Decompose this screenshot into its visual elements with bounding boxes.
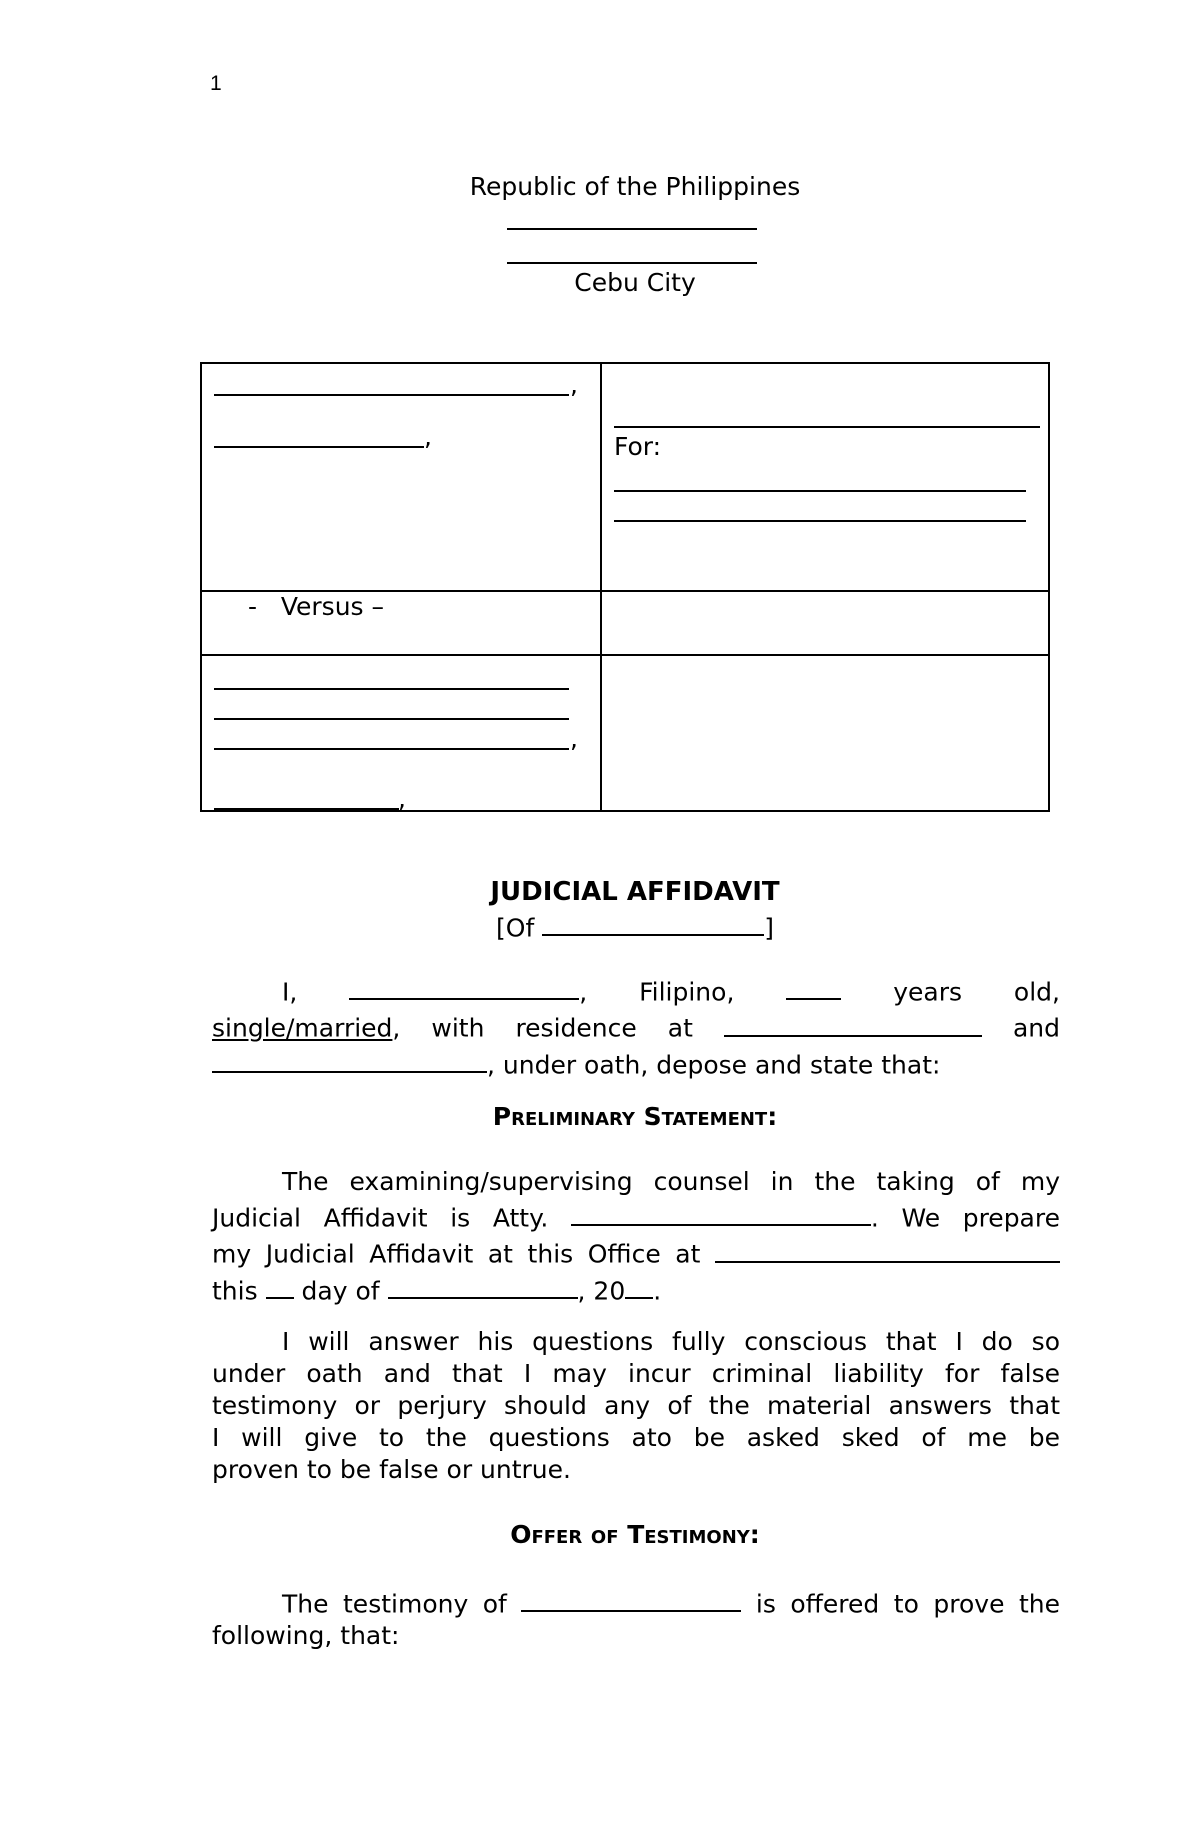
p1-year-prefix: , 20 (577, 1275, 626, 1305)
p2-line-3: testimony or perjury should any of the material answers that (212, 1391, 1060, 1420)
p1-line-3 (212, 1234, 1060, 1270)
day-blank (266, 1271, 294, 1299)
page-number: 1 (210, 72, 222, 95)
of-prefix: [Of (496, 913, 535, 943)
case-nature-blank-2 (614, 498, 1026, 522)
comma: , (424, 422, 432, 451)
age-blank (786, 972, 841, 1000)
p1-period: . (653, 1275, 662, 1305)
offer-line-1 (212, 1584, 1060, 1620)
defendant-name-blank-1 (214, 666, 569, 690)
year-blank (625, 1271, 653, 1299)
p1-office: my Judicial Affidavit at this Office at (212, 1239, 701, 1269)
intro-under-oath: , under oath, depose and state that: (487, 1049, 941, 1079)
p2-line-1: I will answer his questions fully conscious that I do so (282, 1327, 1060, 1356)
office-blank (715, 1234, 1060, 1262)
document-title: JUDICIAL AFFIDAVIT (490, 877, 780, 907)
plaintiff-name-blank (214, 372, 569, 396)
defendant-name-blank-3 (214, 726, 569, 750)
of-suffix: ] (764, 913, 774, 943)
versus-label: - Versus – (248, 592, 385, 621)
offer-paragraph (212, 1584, 1060, 1652)
witness-name-blank (521, 1584, 741, 1612)
caption-divider (600, 364, 602, 810)
p1-day-of: day of (301, 1275, 380, 1305)
p2-line-5: proven to be false or untrue. (212, 1455, 571, 1484)
intro-and: and (1012, 1013, 1061, 1043)
preliminary-heading: Preliminary Statement: (492, 1102, 778, 1131)
name-blank (349, 972, 579, 1000)
preliminary-paragraph-2 (212, 1326, 1060, 1486)
offer-prove: is offered to prove the (755, 1589, 1060, 1619)
court-branch-blank (507, 228, 757, 230)
civil-status: single/married (212, 1013, 393, 1043)
intro-residence: , with residence at (392, 1013, 693, 1043)
header-city: Cebu City (574, 268, 696, 297)
offer-testimony-of: The testimony of (282, 1589, 507, 1619)
intro-filipino: , Filipino, (579, 977, 735, 1007)
p1-line-4 (212, 1271, 1060, 1307)
p1-this: this (212, 1275, 258, 1305)
p1-line-1: The examining/supervising counsel in the taking of my (282, 1167, 1060, 1196)
defendant-role-blank (214, 786, 399, 810)
intro-line-3 (212, 1045, 1060, 1081)
comma: , (398, 784, 406, 813)
case-nature-blank-1 (614, 468, 1026, 492)
affiant-name-blank (542, 908, 764, 936)
intro-years-old: years old, (893, 977, 1060, 1007)
defendant-name-blank-2 (214, 696, 569, 720)
comma: , (570, 370, 578, 399)
intro-line-2 (212, 1008, 1060, 1044)
offer-heading: Offer of Testimony: (510, 1520, 760, 1549)
p1-line-2 (212, 1198, 1060, 1234)
address-blank (212, 1045, 487, 1073)
month-blank (388, 1271, 578, 1299)
intro-line-1 (212, 972, 1060, 1008)
p2-line-4: I will give to the questions ato be asked sked of me be (212, 1423, 1060, 1452)
counsel-name-blank (571, 1198, 871, 1226)
case-caption-table (200, 362, 1050, 812)
caption-row-divider (202, 654, 1048, 656)
intro-paragraph (212, 972, 1060, 1081)
for-label: For: (614, 432, 662, 461)
p1-atty: Judicial Affidavit is Atty. (212, 1203, 549, 1233)
header-republic: Republic of the Philippines (469, 172, 801, 201)
preliminary-paragraph-1 (212, 1166, 1060, 1307)
affiant-of-line (0, 908, 1200, 942)
p2-line-2: under oath and that I may incur criminal liability for false (212, 1359, 1060, 1388)
comma: , (570, 724, 578, 753)
residence-blank (724, 1008, 982, 1036)
offer-line-2: following, that: (212, 1621, 400, 1651)
p1-we-prepare: . We prepare (870, 1203, 1060, 1233)
court-name-blank (507, 262, 757, 264)
plaintiff-role-blank (214, 424, 424, 448)
intro-i: I, (282, 977, 298, 1007)
case-number-blank (614, 404, 1040, 428)
